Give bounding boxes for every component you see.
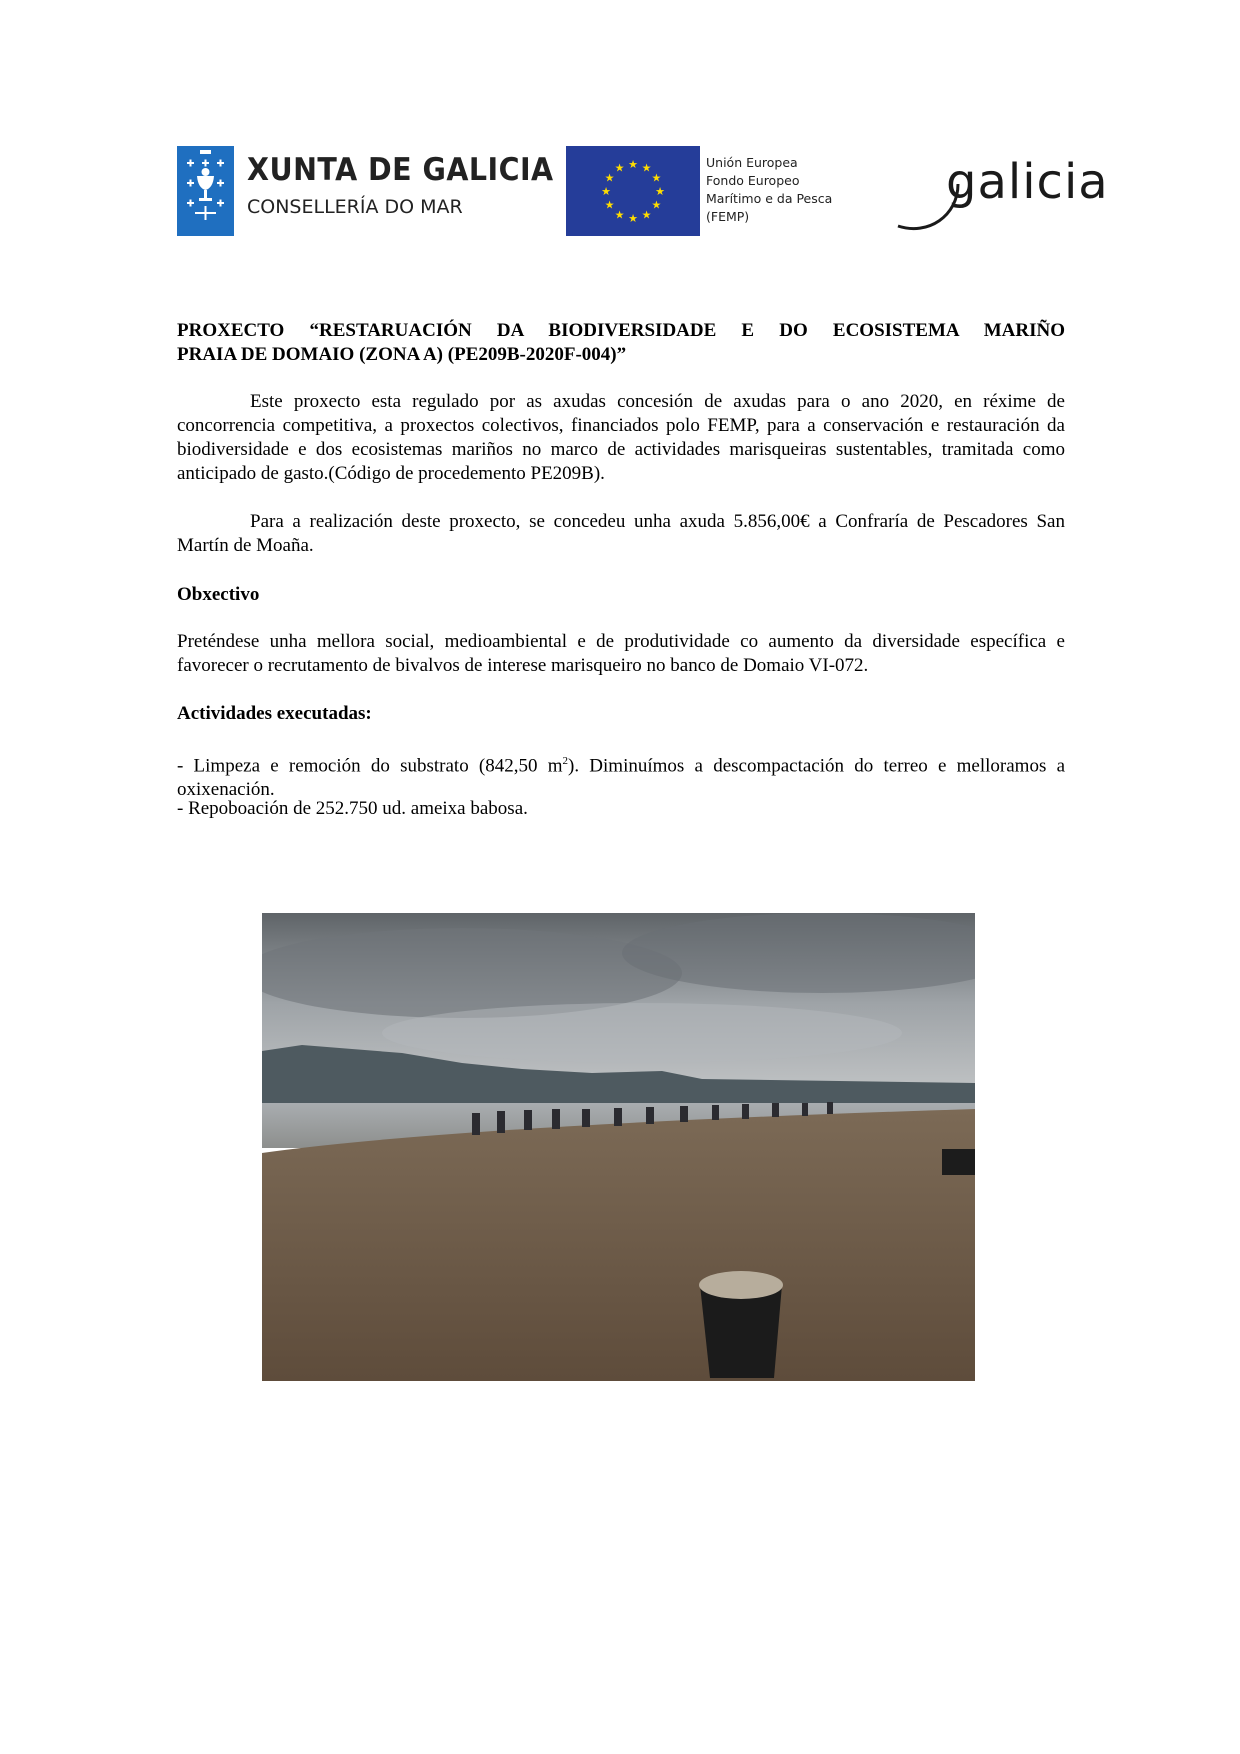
eu-logo-line: Fondo Europeo bbox=[706, 173, 800, 188]
eu-star-icon: ★ bbox=[604, 172, 615, 185]
xunta-logo-subtitle: CONSELLERÍA DO MAR bbox=[247, 196, 463, 218]
eu-star-icon: ★ bbox=[614, 209, 625, 222]
objective-heading: Obxectivo bbox=[177, 584, 260, 605]
photo-basket bbox=[699, 1271, 783, 1378]
eu-star-icon: ★ bbox=[651, 172, 662, 185]
eu-star-icon: ★ bbox=[651, 199, 662, 212]
xunta-de-galicia-logo bbox=[177, 146, 554, 238]
eu-star-icon: ★ bbox=[628, 213, 638, 225]
header-logos bbox=[0, 146, 1240, 238]
eu-star-icon: ★ bbox=[655, 186, 665, 198]
activity-item-cleaning bbox=[177, 749, 1065, 802]
title-line-1: PROXECTO “RESTARUACIÓN DA BIODIVERSIDADE E DO ECOSISTEMA MARIÑO bbox=[177, 320, 1065, 341]
photo-sand bbox=[262, 1109, 975, 1381]
eu-star-icon: ★ bbox=[614, 162, 625, 175]
superscript-2: 2 bbox=[562, 755, 568, 767]
eu-star-icon: ★ bbox=[641, 162, 652, 175]
grant-paragraph: Para a realización deste proxecto, se concedeu unha axuda 5.856,00€ a Confraría de Pescadores San Martín de Moaña. bbox=[177, 511, 1065, 556]
intro-paragraph: Este proxecto esta regulado por as axudas concesión de axudas para o ano 2020, en réxime de concorrencia competitiva, a proxectos colectivos, financiados polo FEMP, para a conservación e restauración da biodiversidade e dos ecosistemas mariños no marco de actividades marisqueiras sustentables, tramitada como anticipado de gasto.(Código de procedemento PE209B). bbox=[177, 391, 1065, 484]
activities-heading: Actividades executadas: bbox=[177, 703, 372, 724]
activity-text: - Limpeza e remoción do substrato (842,50 m bbox=[177, 755, 563, 777]
beach-restoration-photo bbox=[262, 913, 975, 1381]
activity-item-restocking: - Repoboación de 252.750 ud. ameixa babosa. bbox=[177, 798, 528, 819]
eu-star-icon: ★ bbox=[641, 209, 652, 222]
xunta-logo-title: XUNTA DE GALICIA bbox=[247, 152, 554, 188]
activity-text: ). Diminuímos a descompactación do terreo e melloramos a oxixenación. bbox=[177, 755, 1066, 801]
eu-logo-line: (FEMP) bbox=[706, 209, 750, 224]
svg-text:galicia: galicia bbox=[946, 154, 1109, 210]
galicia-brand-logo bbox=[888, 146, 1120, 238]
eu-femp-logo bbox=[566, 146, 833, 236]
eu-star-icon: ★ bbox=[604, 199, 615, 212]
objective-paragraph: Preténdese unha mellora social, medioambiental e de produtividade co aumento da diversidade específica e favorecer o recrutamento de bivalvos de interese marisqueiro no banco de Domaio VI-072. bbox=[177, 631, 1065, 676]
galicia-coat-of-arms-icon bbox=[177, 146, 234, 236]
eu-logo-text bbox=[706, 154, 832, 226]
eu-star-icon: ★ bbox=[628, 159, 638, 171]
eu-logo-line: Unión Europea bbox=[706, 155, 798, 170]
eu-flag-icon bbox=[566, 146, 700, 236]
eu-logo-line: Marítimo e da Pesca bbox=[706, 191, 833, 206]
title-line-2: PRAIA DE DOMAIO (ZONA A) (PE209B-2020F-004)” bbox=[177, 344, 627, 365]
eu-star-icon: ★ bbox=[601, 186, 611, 198]
document-title bbox=[177, 319, 1065, 367]
